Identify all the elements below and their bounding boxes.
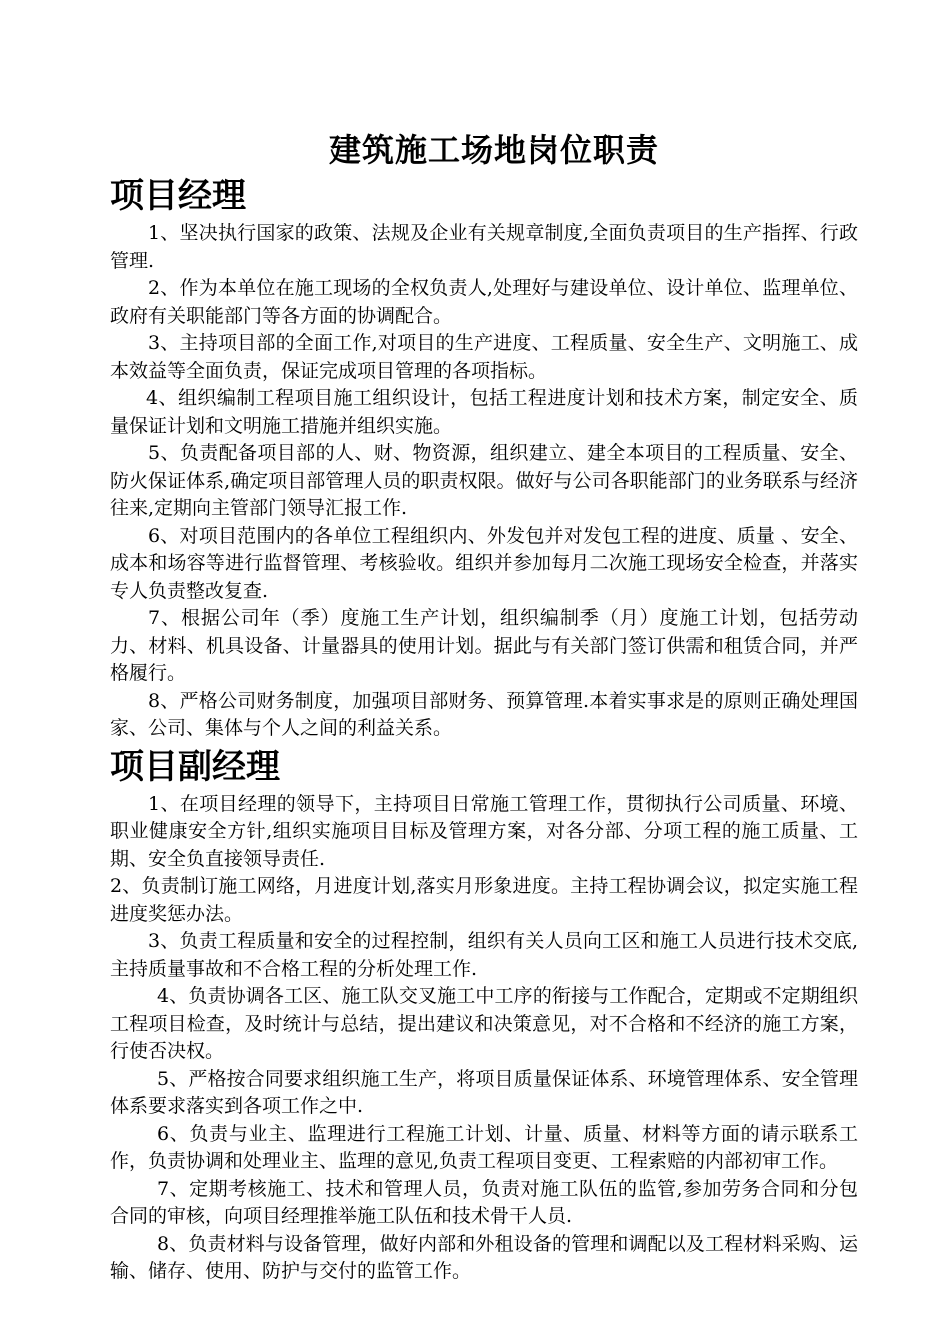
section-heading: 项目副经理 — [110, 746, 280, 787]
duty-paragraph: 5、负责配备项目部的人、财、物资源，组织建立、建全本项目的工程质量、安全、防火保证体系,确定项目部管理人员的职责权限。做好与公司各职能部门的业务联系与经济往来,定期向主管部门领导汇报工作. — [110, 442, 858, 519]
duty-paragraph: 2、负责制订施工网络，月进度计划,落实月形象进度。主持工程协调会议，拟定实施工程进度奖惩办法。 — [110, 875, 858, 925]
document-page — [110, 128, 858, 1286]
document-title: 建筑施工场地岗位职责 — [328, 131, 659, 169]
duty-paragraph: 6、负责与业主、监理进行工程施工计划、计量、质量、材料等方面的请示联系工作，负责协调和处理业主、监理的意见,负责工程项目变更、工程索赔的内部初审工作。 — [110, 1122, 858, 1172]
section-deputy-project-manager — [110, 745, 858, 1286]
duty-paragraph: 7、定期考核施工、技术和管理人员，负责对施工队伍的监管,参加劳务合同和分包合同的审核，向项目经理推举施工队伍和技术骨干人员. — [110, 1177, 858, 1227]
duty-paragraph: 1、坚决执行国家的政策、法规及企业有关规章制度,全面负责项目的生产指挥、行政管理. — [110, 222, 858, 272]
section-project-manager — [110, 174, 858, 743]
duty-paragraph: 4、组织编制工程项目施工组织设计，包括工程进度计划和技术方案，制定安全、质量保证计划和文明施工措施并组织实施。 — [110, 387, 858, 437]
duty-paragraph: 7、根据公司年（季）度施工生产计划，组织编制季（月）度施工计划，包括劳动力、材料、机具设备、计量器具的使用计划。据此与有关部门签订供需和租赁合同，并严格履行。 — [110, 607, 858, 684]
duty-paragraph: 8、负责材料与设备管理，做好内部和外租设备的管理和调配以及工程材料采购、运输、储存、使用、防护与交付的监管工作。 — [110, 1232, 858, 1282]
duty-paragraph: 1、在项目经理的领导下，主持项目日常施工管理工作，贯彻执行公司质量、环境、职业健康安全方针,组织实施项目目标及管理方案，对各分部、分项工程的施工质量、工期、安全负直接领导责任. — [110, 792, 858, 870]
duty-paragraph: 8、严格公司财务制度，加强项目部财务、预算管理.本着实事求是的原则正确处理国家、公司、集体与个人之间的利益关系。 — [110, 689, 858, 739]
duty-paragraph: 4、负责协调各工区、施工队交叉施工中工序的衔接与工作配合，定期或不定期组织工程项目检查，及时统计与总结，提出建议和决策意见，对不合格和不经济的施工方案，行使否决权。 — [110, 985, 858, 1062]
section-heading: 项目经理 — [110, 176, 246, 216]
duty-paragraph: 3、负责工程质量和安全的过程控制，组织有关人员向工区和施工人员进行技术交底,主持质量事故和不合格工程的分析处理工作. — [110, 930, 858, 980]
duty-paragraph: 3、主持项目部的全面工作,对项目的生产进度、工程质量、安全生产、文明施工、成本效益等全面负责，保证完成项目管理的各项指标。 — [110, 332, 858, 382]
duty-paragraph: 5、严格按合同要求组织施工生产，将项目质量保证体系、环境管理体系、安全管理体系要求落实到各项工作之中. — [110, 1067, 858, 1117]
duty-paragraph: 2、作为本单位在施工现场的全权负责人,处理好与建设单位、设计单位、监理单位、政府有关职能部门等各方面的协调配合。 — [110, 277, 858, 327]
duty-paragraph: 6、对项目范围内的各单位工程组织内、外发包并对发包工程的进度、质量 、安全、成本和场容等进行监督管理、考核验收。组织并参加每月二次施工现场安全检查，并落实专人负责整改复查. — [110, 524, 858, 602]
